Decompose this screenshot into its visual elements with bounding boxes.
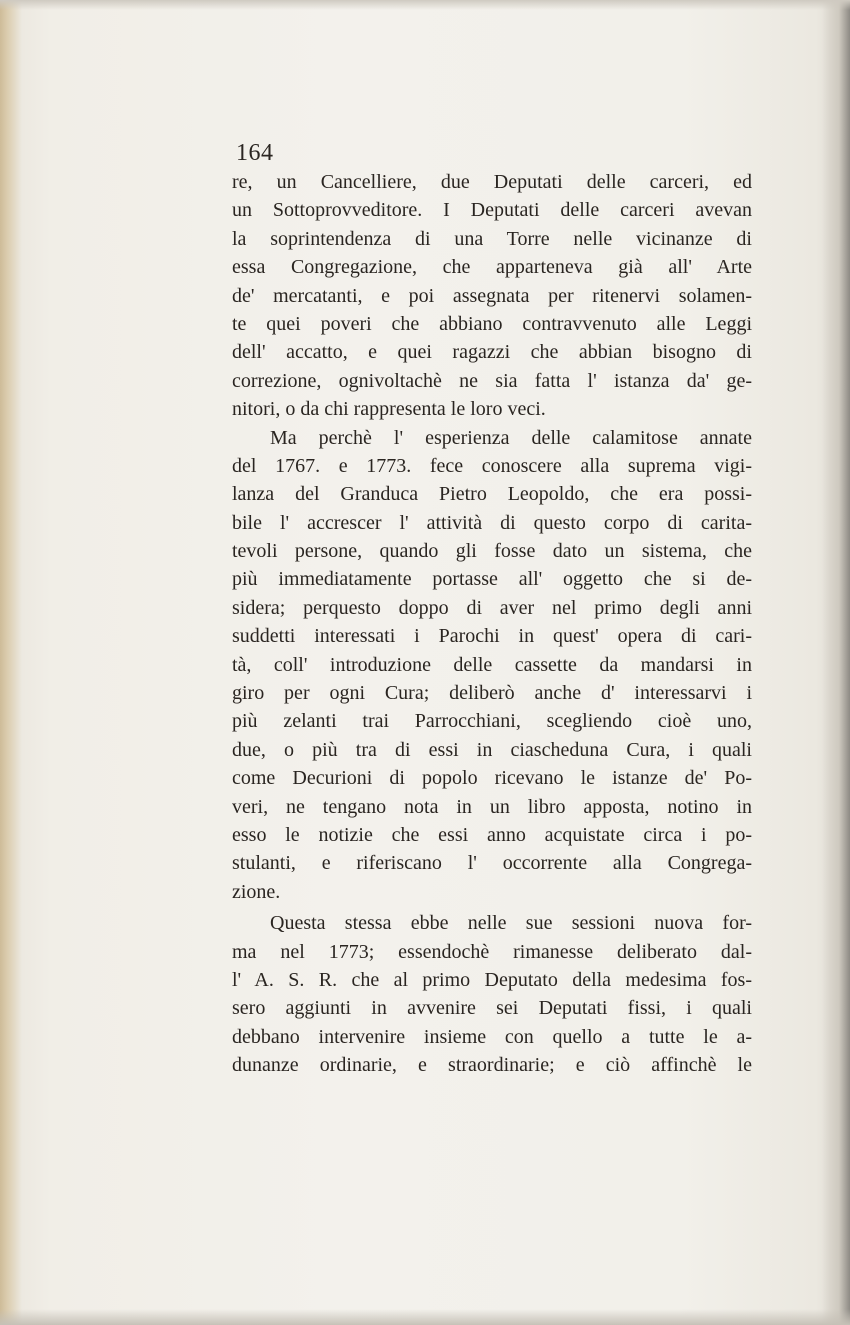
- text-line: l' A. S. R. che al primo Deputato della medesima fos-: [232, 968, 752, 991]
- text-line: sidera; perquesto doppo di aver nel primo degli anni: [232, 596, 752, 619]
- text-line: più zelanti trai Parrocchiani, scegliendo cioè uno,: [232, 710, 752, 733]
- text-line: dell' accatto, e quei ragazzi che abbian bisogno di: [232, 341, 752, 364]
- text-line: esso le notizie che essi anno acquistate circa i po-: [232, 823, 752, 846]
- text-line: tevoli persone, quando gli fosse dato un sistema, che: [232, 540, 752, 563]
- body-text: [232, 168, 752, 1080]
- text-line: la soprintendenza di una Torre nelle vicinanze di: [232, 227, 752, 250]
- text-line: del 1767. e 1773. fece conoscere alla suprema vigi-: [232, 454, 752, 477]
- text-line: bile l' accrescer l' attività di questo corpo di carita-: [232, 511, 752, 534]
- text-line: correzione, ognivoltachè ne sia fatta l' istanza da' ge-: [232, 369, 752, 392]
- text-line: Ma perchè l' esperienza delle calamitose annate: [270, 426, 752, 449]
- text-line: più immediatamente portasse all' oggetto che si de-: [232, 568, 752, 591]
- text-line: giro per ogni Cura; deliberò anche d' interessarvi i: [232, 682, 752, 705]
- text-line: veri, ne tengano nota in un libro apposta, notino in: [232, 795, 752, 818]
- page-bottom-edge: [0, 1309, 850, 1325]
- text-line: dunanze ordinarie, e straordinarie; e ciò affinchè le: [232, 1054, 752, 1077]
- page-left-edge: [0, 0, 22, 1325]
- text-line: de' mercatanti, e poi assegnata per ritenervi solamen-: [232, 284, 752, 307]
- text-line: re, un Cancelliere, due Deputati delle carceri, ed: [232, 171, 752, 193]
- text-line: debbano intervenire insieme con quello a tutte le a-: [232, 1025, 752, 1048]
- text-line: essa Congregazione, che apparteneva già all' Arte: [232, 256, 752, 279]
- text-line: Questa stessa ebbe nelle sue sessioni nuova for-: [270, 912, 752, 935]
- page-number: 164: [236, 140, 274, 166]
- text-line: stulanti, e riferiscano l' occorrente alla Congrega-: [232, 852, 752, 875]
- text-line: nitori, o da chi rappresenta le loro veci.: [232, 398, 546, 421]
- text-line: te quei poveri che abbiano contravvenuto alle Leggi: [232, 312, 752, 335]
- page-top-edge: [0, 0, 850, 10]
- text-line: lanza del Granduca Pietro Leopoldo, che era possi-: [232, 483, 752, 506]
- text-line: sero aggiunti in avvenire sei Deputati fissi, i quali: [232, 997, 752, 1020]
- page-right-edge: [822, 0, 850, 1325]
- text-line: suddetti interessati i Parochi in quest' opera di cari-: [232, 625, 752, 648]
- text-line: due, o più tra di essi in ciascheduna Cura, i quali: [232, 738, 752, 761]
- text-line: come Decurioni di popolo ricevano le istanze de' Po-: [232, 767, 752, 790]
- text-line: tà, coll' introduzione delle cassette da mandarsi in: [232, 653, 752, 676]
- text-line: zione.: [232, 880, 281, 903]
- text-line: ma nel 1773; essendochè rimanesse deliberato dal-: [232, 940, 752, 963]
- text-line: un Sottoprovveditore. I Deputati delle carceri avevan: [232, 199, 752, 222]
